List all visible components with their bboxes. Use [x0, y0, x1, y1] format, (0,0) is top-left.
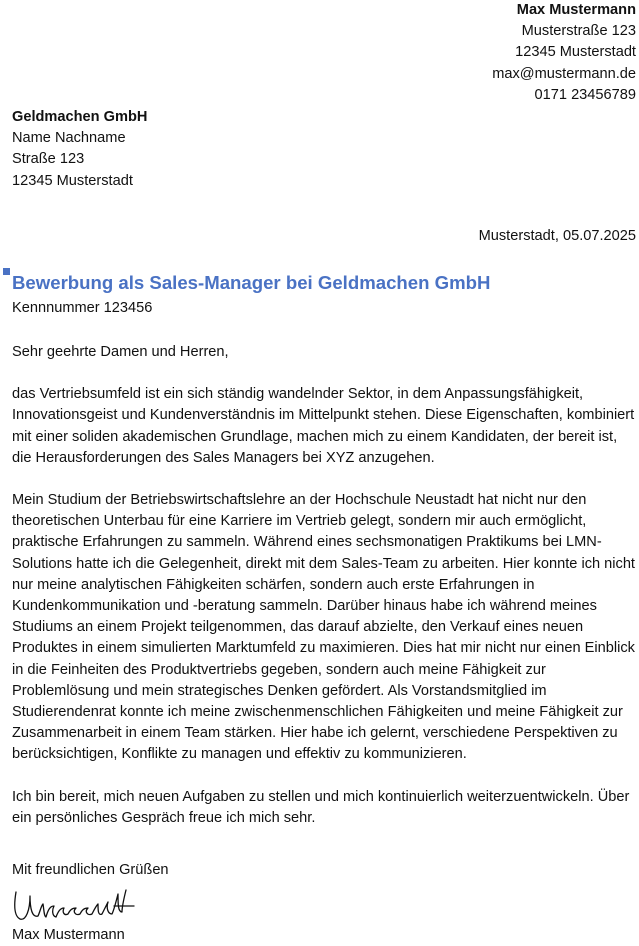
letter-subject: Bewerbung als Sales-Manager bei Geldmachen GmbH [12, 272, 491, 293]
recipient-city: 12345 Musterstadt [12, 172, 133, 189]
sender-email: max@mustermann.de [492, 65, 636, 82]
subject-block [12, 270, 634, 319]
signer-name: Max Mustermann [12, 927, 125, 943]
recipient-contact: Name Nachname [12, 130, 126, 147]
sender-name: Max Mustermann [516, 2, 636, 18]
recipient-street: Straße 123 [12, 151, 85, 168]
reference-number: Kennnummer 123456 [12, 300, 153, 316]
paragraph-1: das Vertriebsumfeld ist ein sich ständig wandelnder Sektor, in dem Anpassungsfähigkeit, Innovationsgeist und Kundenverständnis im Mittelpunkt stehen. Diese Eigenschaften, kombiniert mit einer soliden akademischen Grundlage, machen mich zu einem Kandidaten, der bereit ist, die Herausforderungen des Sales Managers bei XYZ anzugehen. [12, 386, 635, 466]
paragraph-3: Ich bin bereit, mich neuen Aufgaben zu stellen und mich kontinuierlich weiterzuentwickeln. Über ein persönliches Gespräch freue ich mich sehr. [12, 788, 630, 826]
sender-address [492, 0, 636, 106]
sender-street: Musterstraße 123 [521, 23, 636, 40]
salutation: Sehr geehrte Damen und Herren, [12, 344, 229, 360]
sender-phone: 0171 23456789 [534, 86, 636, 103]
recipient-address [12, 107, 147, 192]
recipient-company: Geldmachen GmbH [12, 109, 148, 125]
sender-city: 12345 Musterstadt [515, 44, 636, 61]
paragraph-2: Mein Studium der Betriebswirtschaftslehre an der Hochschule Neustadt hat nicht nur den theoretischen Unterbau für eine Karriere im Vertrieb gelegt, sondern mir auch ermöglicht, praktische Erfahrungen zu sammeln. Während eines sechsmonatigen Praktikums bei LMN-Solutions hatte ich die Gelegenheit, direkt mit dem Sales-Team zu arbeiten. Hier konnte ich nicht nur meine analytischen Fähigkeiten schärfen, sondern auch erste Erfahrungen in Kundenkommunikation und -beratung sammeln. Darüber hinaus habe ich während meines Studiums an einem Projekt teilgenommen, das darauf abzielte, den Verkauf eines neuen Produktes in einem simulierten Marktumfeld zu maximieren. Dies hat mir nicht nur einen Einblick in die Feinheiten des Produktvertriebs gegeben, sondern auch meine Fähigkeit zur Problemlösung und mein strategisches Denken gefördert. Als Vorstandsmitglied im Studierendenrat konnte ich meine zwischenmenschlichen Fähigkeiten und meine Fähigkeit zur Zusammenarbeit in einem Team stärken. Hier habe ich gelernt, verschiedene Perspektiven zu berücksichtigen, Konflikte zu managen und effektiv zu kommunizieren. [12, 492, 635, 763]
letter-date: Musterstadt, 05.07.2025 [478, 228, 636, 244]
handwritten-signature [10, 884, 140, 926]
closing: Mit freundlichen Grüßen [12, 862, 169, 878]
section-marker-icon [3, 268, 10, 275]
letter-body [12, 342, 636, 850]
